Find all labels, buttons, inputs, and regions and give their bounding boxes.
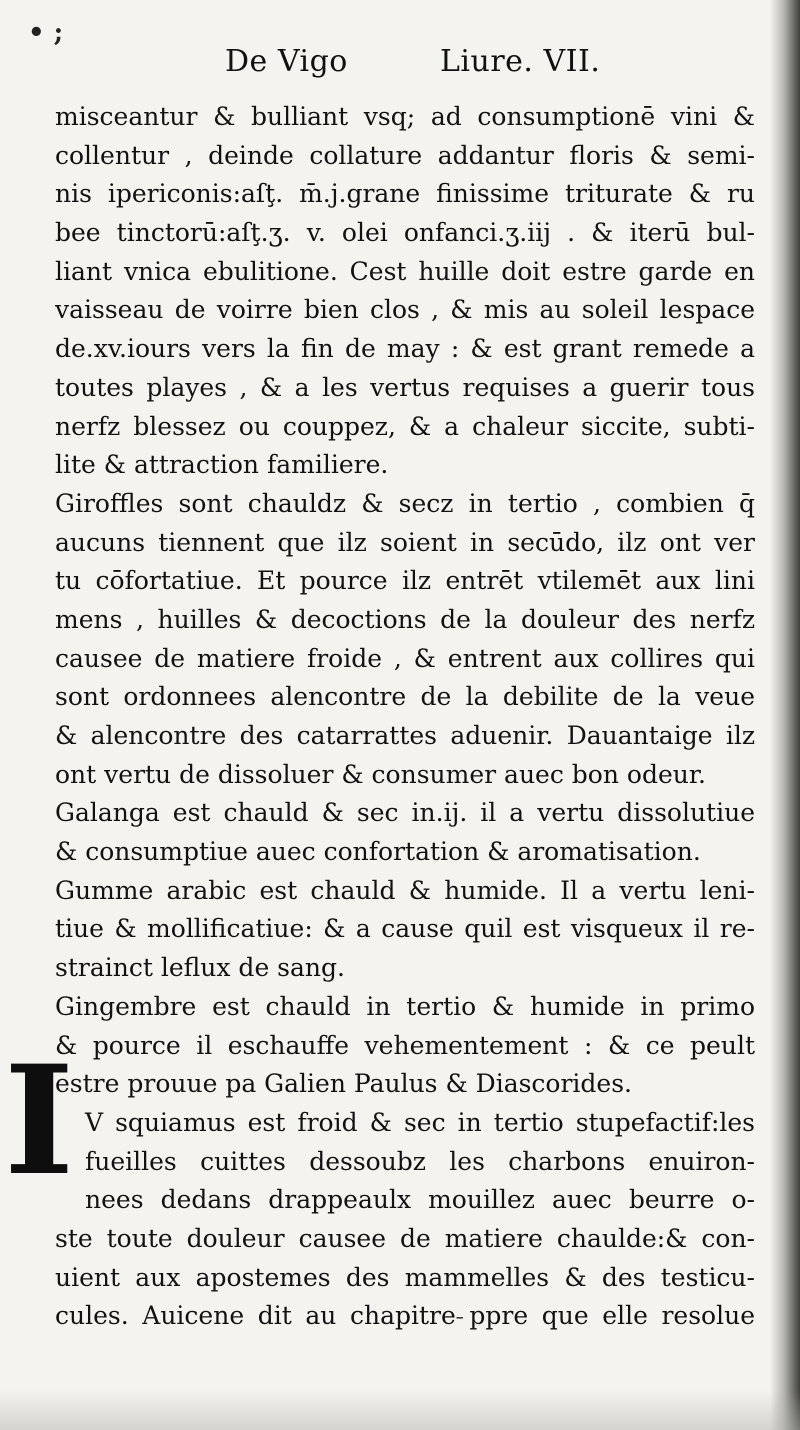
text-line: aucuns tiennent que ilz soient in secūdo, ilz ont ver [55, 527, 755, 557]
paragraph-oil-recipe [55, 98, 755, 485]
text-line: causee de matiere froide , & entrent aux collires qui [55, 643, 755, 673]
header-book-number: Liure. VII. [440, 44, 601, 79]
text-line: Giroffles sont chauldz & secz in tertio , combien q̄ [55, 488, 755, 518]
text-line: estre prouue pa Galien Paulus & Diascorides. [55, 1069, 633, 1099]
text-line: liant vnica ebulitione. Cest huille doit estre garde en [55, 256, 755, 286]
text-line: & alencontre des catarrattes aduenir. Dauantaige ilz [55, 721, 755, 750]
paragraph-giroffles [55, 485, 755, 795]
text-line: nees dedans drappeaulx mouillez auec beurre o- [85, 1185, 755, 1215]
corner-mark: • ; [28, 18, 64, 48]
text-line: toutes playes , & a les vertus requises a guerir tous [55, 372, 755, 402]
text-line: lite & attraction familiere. [55, 450, 389, 480]
text-line: V squiamus est froid & sec in tertio stupefactif:les [85, 1107, 755, 1137]
text-line: mens , huilles & decoctions de la douleur des nerfz [55, 604, 755, 634]
paragraph-gumme-arabic [55, 872, 755, 988]
text-line: Galanga est chauld & sec in.ij. il a vertu dissolutiue [55, 798, 755, 828]
paragraph-galanga [55, 794, 755, 871]
text-line: tiue & mollificatiue: & a cause quil est visqueux il re- [55, 914, 755, 944]
text-line: strainct leflux de sang. [55, 953, 345, 983]
paragraph-gingembre [55, 988, 755, 1104]
text-line: ste toute douleur causee de matiere chaulde:& con- [55, 1223, 755, 1253]
text-line: ont vertu de dissoluer & consumer auec bon odeur. [55, 759, 706, 789]
drop-cap-initial: I [4, 1033, 75, 1209]
text-line: de.xv.iours vers la fin de may : & est grant remede a [55, 334, 755, 364]
text-line: & pource il eschauffe vehementement : & ce peult [55, 1030, 755, 1060]
text-line: & consumptiue auec confortation & aromatisation. [55, 837, 701, 867]
running-header [225, 44, 605, 88]
text-line: uient aux apostemes des mammelles & des testicu- [55, 1262, 755, 1292]
paragraph-iusquiamus [55, 1220, 755, 1336]
page-gutter-shadow [770, 0, 800, 1430]
text-line: misceantur & bulliant vsq; ad consumptionē vini & [55, 102, 755, 131]
text-line: sont ordonnees alencontre de la debilite de la veue [55, 682, 755, 712]
text-line: tu cōfortatiue. Et pource ilz entrēt vtilemēt aux lini [55, 566, 755, 596]
text-line: collentur , deinde collature addantur floris & semi- [55, 140, 755, 170]
text-line: fueilles cuittes dessoubz les charbons enuiron- [85, 1146, 755, 1176]
page-bottom-shadow [0, 1390, 800, 1430]
text-line: nis ipericonis:aſţ. m̄.j.grane finissime triturate & ru [55, 179, 755, 209]
text-line: vaisseau de voirre bien clos , & mis au soleil lespace [55, 295, 755, 325]
text-line: cules. Auicene dit au chapitre ̵ppre que elle resolue [55, 1301, 755, 1331]
text-line: Gingembre est chauld in tertio & humide in primo [55, 991, 755, 1021]
text-line: Gumme arabic est chauld & humide. Il a vertu leni- [55, 875, 755, 905]
text-line: nerfz blessez ou couppez, & a chaleur siccite, subti- [55, 411, 755, 441]
body-text [55, 98, 755, 1336]
text-line: bee tinctorū:aſţ.ʒ. v. olei onfanci.ʒ.iij . & iterū bul- [55, 218, 755, 248]
paragraph-iusquiamus-dropcap-lines [55, 1104, 755, 1220]
header-title: De Vigo [225, 44, 348, 79]
